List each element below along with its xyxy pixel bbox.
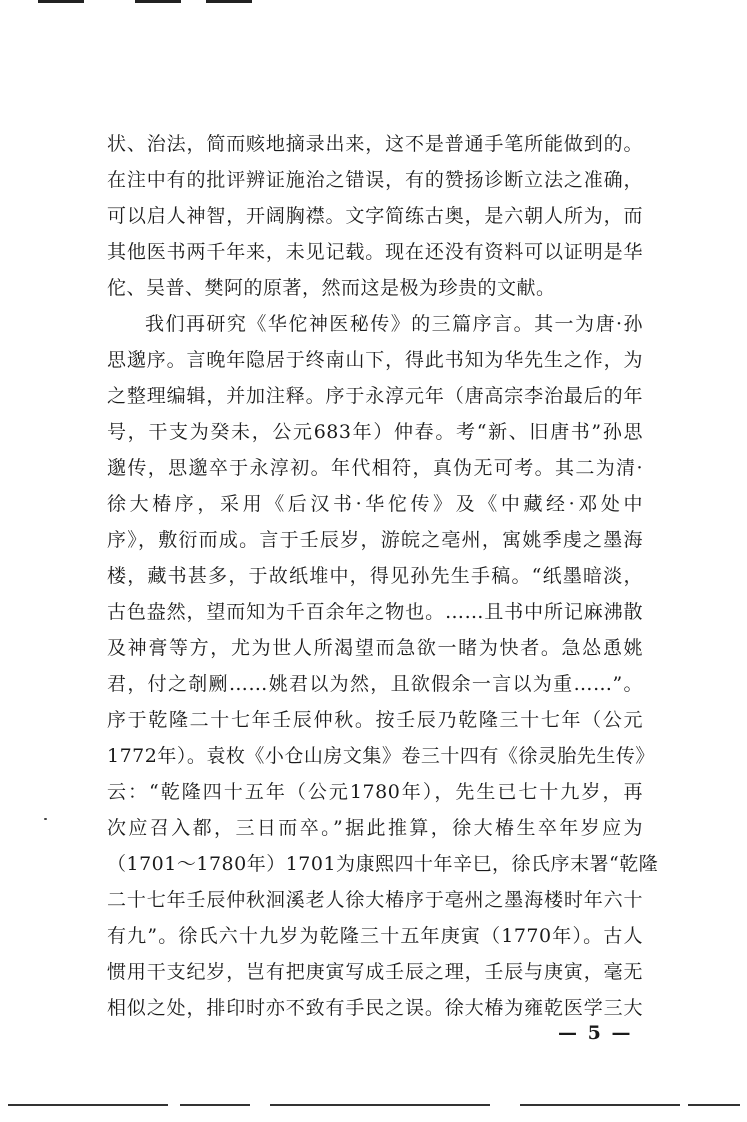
- text-line: 号，干支为癸未，公元683年）仲春。考“新、旧唐书”孙思: [107, 421, 643, 443]
- page-number: — 5 —: [558, 1022, 633, 1044]
- bottom-rule-5: [688, 1104, 740, 1106]
- text-line: 古色盎然，望而知为千百余年之物也。……且书中所记麻沸散: [107, 601, 643, 623]
- text-line: 序》，敷衍而成。言于壬辰岁，游皖之亳州，寓姚季虔之墨海: [107, 529, 643, 551]
- text-line: 序于乾隆二十七年壬辰仲秋。按壬辰乃乾隆三十七年（公元: [107, 709, 643, 731]
- top-rule-right: [206, 0, 252, 3]
- text-line: 有九”。徐氏六十九岁为乾隆三十五年庚寅（1770年）。古人: [107, 925, 643, 947]
- text-line: 邈传，思邈卒于永淳初。年代相符，真伪无可考。其二为清·: [107, 457, 643, 479]
- text-line: 1772年）。袁枚《小仓山房文集》卷三十四有《徐灵胎先生传》: [107, 745, 655, 767]
- text-line: 二十七年壬辰仲秋洄溪老人徐大椿序于亳州之墨海楼时年六十: [107, 889, 643, 911]
- text-line: 状、治法，简而赅地摘录出来，这不是普通手笔所能做到的。: [107, 133, 643, 155]
- text-line: 徐大椿序，采用《后汉书·华佗传》及《中藏经·邓处中: [107, 493, 643, 515]
- bottom-rule-1: [8, 1104, 168, 1106]
- scan-speck: [44, 818, 47, 820]
- top-rule-left: [38, 0, 84, 3]
- bottom-rule-4: [520, 1104, 680, 1106]
- top-rule-middle: [135, 0, 181, 3]
- bottom-rule-3: [270, 1104, 490, 1106]
- text-line: 楼，藏书甚多，于故纸堆中，得见孙先生手稿。“纸墨暗淡，: [107, 565, 643, 587]
- text-line: 君，付之剞劂……姚君以为然，且欲假余一言以为重……”。: [107, 673, 643, 695]
- text-line: 佗、吴普、樊阿的原著，然而这是极为珍贵的文献。: [107, 277, 556, 299]
- text-line: 及神膏等方，尤为世人所渴望而急欲一睹为快者。急怂恿姚: [107, 637, 643, 659]
- text-line: （1701～1780年）1701为康熙四十年辛巳，徐氏序末署“乾隆: [107, 853, 659, 875]
- body-text: [107, 126, 659, 1026]
- text-line: 相似之处，排印时亦不致有手民之误。徐大椿为雍乾医学三大: [107, 997, 643, 1019]
- text-line: 其他医书两千年来，未见记载。现在还没有资料可以证明是华: [107, 241, 643, 263]
- text-line: 云：“乾隆四十五年（公元1780年），先生已七十九岁，再: [107, 781, 643, 803]
- bottom-rule-2: [180, 1104, 250, 1106]
- text-line: 惯用干支纪岁，岂有把庚寅写成壬辰之理，壬辰与庚寅，毫无: [107, 961, 643, 983]
- text-line: 思邈序。言晚年隐居于终南山下，得此书知为华先生之作，为: [107, 349, 643, 371]
- text-line: 之整理编辑，并加注释。序于永淳元年（唐高宗李治最后的年: [107, 385, 643, 407]
- text-line: 可以启人神智，开阔胸襟。文字简练古奥，是六朝人所为，而: [107, 205, 643, 227]
- text-line: 我们再研究《华佗神医秘传》的三篇序言。其一为唐·孙: [145, 313, 643, 335]
- text-line: 在注中有的批评辨证施治之错误，有的赞扬诊断立法之准确，: [107, 169, 643, 191]
- text-line: 次应召入都，三日而卒。”据此推算，徐大椿生卒年岁应为: [107, 817, 643, 839]
